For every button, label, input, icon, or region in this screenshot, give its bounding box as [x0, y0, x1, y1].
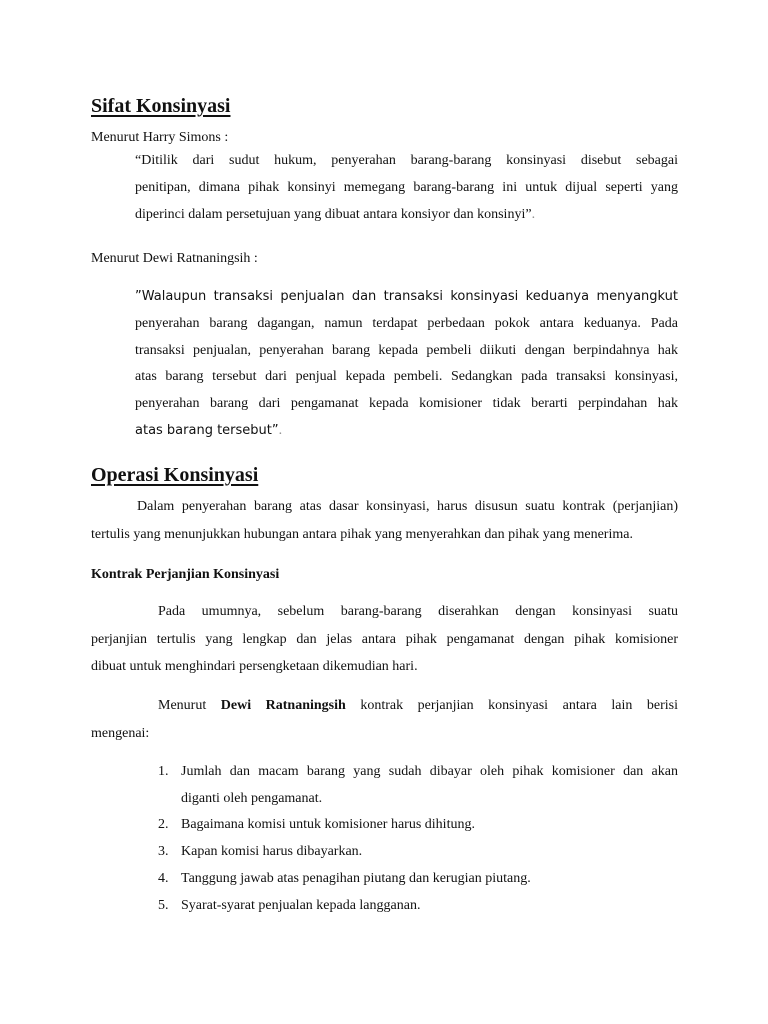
list-item	[158, 812, 678, 839]
quote-line: penyerahan barang dagangan, namun terdapat perbedaan pokok antara keduanya. Pada	[135, 315, 678, 331]
contract-intro-before: Menurut	[158, 698, 221, 713]
list-item	[158, 893, 678, 920]
list-item	[158, 759, 678, 812]
list-item	[158, 839, 678, 866]
list-text	[181, 759, 678, 812]
list-number: 1.	[158, 764, 169, 779]
list-text	[181, 812, 678, 839]
source-intro-text: Menurut Harry Simons :	[91, 130, 229, 145]
author-name: Dewi Ratnaningsih	[220, 698, 346, 713]
paragraph-line: mengenai:	[91, 725, 150, 741]
list-text-line: Bagaimana komisi untuk komisioner harus dihitung.	[181, 817, 475, 833]
quote-line: transaksi penjualan, penyerahan barang kepada pembeli diikuti dengan berpindahnya hak	[135, 342, 678, 358]
list-text-line: Tanggung jawab atas penagihan piutang dan kerugian piutang.	[181, 870, 531, 886]
source-intro-text: Menurut Dewi Ratnaningsih :	[91, 251, 258, 266]
paragraph-line: perjanjian tertulis yang lengkap dan jelas antara pihak pengamanat dengan pihak komisioner	[91, 631, 678, 647]
paragraph-line: Pada umumnya, sebelum barang-barang diserahkan dengan konsinyasi suatu	[158, 604, 678, 619]
quote-harry-simons	[135, 148, 678, 228]
heading-text: Sifat Konsinyasi	[91, 95, 231, 117]
list-number: 5.	[158, 897, 169, 913]
list-text-line: Jumlah dan macam barang yang sudah dibayar oleh pihak komisioner dan akan	[181, 764, 678, 779]
quote-period: .	[278, 422, 283, 438]
quote-line: “Ditilik dari sudut hukum, penyerahan barang-barang konsinyasi disebut sebagai	[135, 153, 678, 168]
list-number: 2.	[158, 817, 169, 833]
source-intro-dewi	[91, 250, 258, 267]
list-text	[181, 893, 678, 920]
quote-line: atas barang tersebut dari penjual kepada pembeli. Sedangkan pada transaksi konsinyasi,	[135, 369, 678, 385]
quote-line: penyerahan barang dari pengamanat kepada komisioner tidak berarti perpindahan hak	[135, 396, 678, 412]
quote-period: .	[531, 206, 536, 222]
list-text	[181, 839, 678, 866]
heading-text: Operasi Konsinyasi	[91, 464, 259, 486]
source-intro-harry-simons	[91, 129, 228, 146]
contract-intro-paragraph	[91, 692, 678, 747]
operasi-intro-paragraph	[91, 493, 678, 548]
quote-line-text: atas barang tersebut”	[135, 422, 279, 438]
quote-line: penitipan, dimana pihak konsinyi memegang barang-barang ini untuk dijual seperti yang	[135, 179, 678, 195]
section-heading-operasi	[91, 463, 258, 487]
list-text-line: diganti oleh pengamanat.	[181, 790, 323, 806]
quote-line	[135, 418, 678, 445]
list-text	[181, 866, 678, 893]
contract-contents-list	[158, 759, 678, 919]
paragraph-line: tertulis yang menunjukkan hubungan antara pihak yang menyerahkan dan pihak yang menerima.	[91, 526, 633, 542]
list-text-line: Kapan komisi harus dibayarkan.	[181, 844, 363, 860]
paragraph-line	[91, 692, 678, 720]
quote-dewi-ratnaningsih	[135, 284, 678, 445]
quote-line: ”Walaupun transaksi penjualan dan transaksi konsinyasi keduanya menyangkut	[135, 289, 678, 304]
list-text-line: Syarat-syarat penjualan kepada langganan.	[181, 897, 421, 913]
list-number: 3.	[158, 844, 169, 860]
subheading-kontrak: Kontrak Perjanjian Konsinyasi	[91, 567, 280, 582]
quote-line	[135, 202, 678, 229]
section-heading-sifat	[91, 94, 230, 118]
quote-line-text: diperinci dalam persetujuan yang dibuat antara konsiyor dan konsinyi”	[135, 206, 532, 222]
contract-intro-after: kontrak perjanjian konsinyasi antara lain berisi	[345, 698, 679, 713]
list-item	[158, 866, 678, 893]
kontrak-paragraph	[91, 598, 678, 681]
paragraph-line: Dalam penyerahan barang atas dasar konsinyasi, harus disusun suatu kontrak (perjanjian)	[137, 499, 678, 514]
paragraph-line: dibuat untuk menghindari persengketaan dikemudian hari.	[91, 659, 418, 674]
list-number: 4.	[158, 870, 169, 886]
